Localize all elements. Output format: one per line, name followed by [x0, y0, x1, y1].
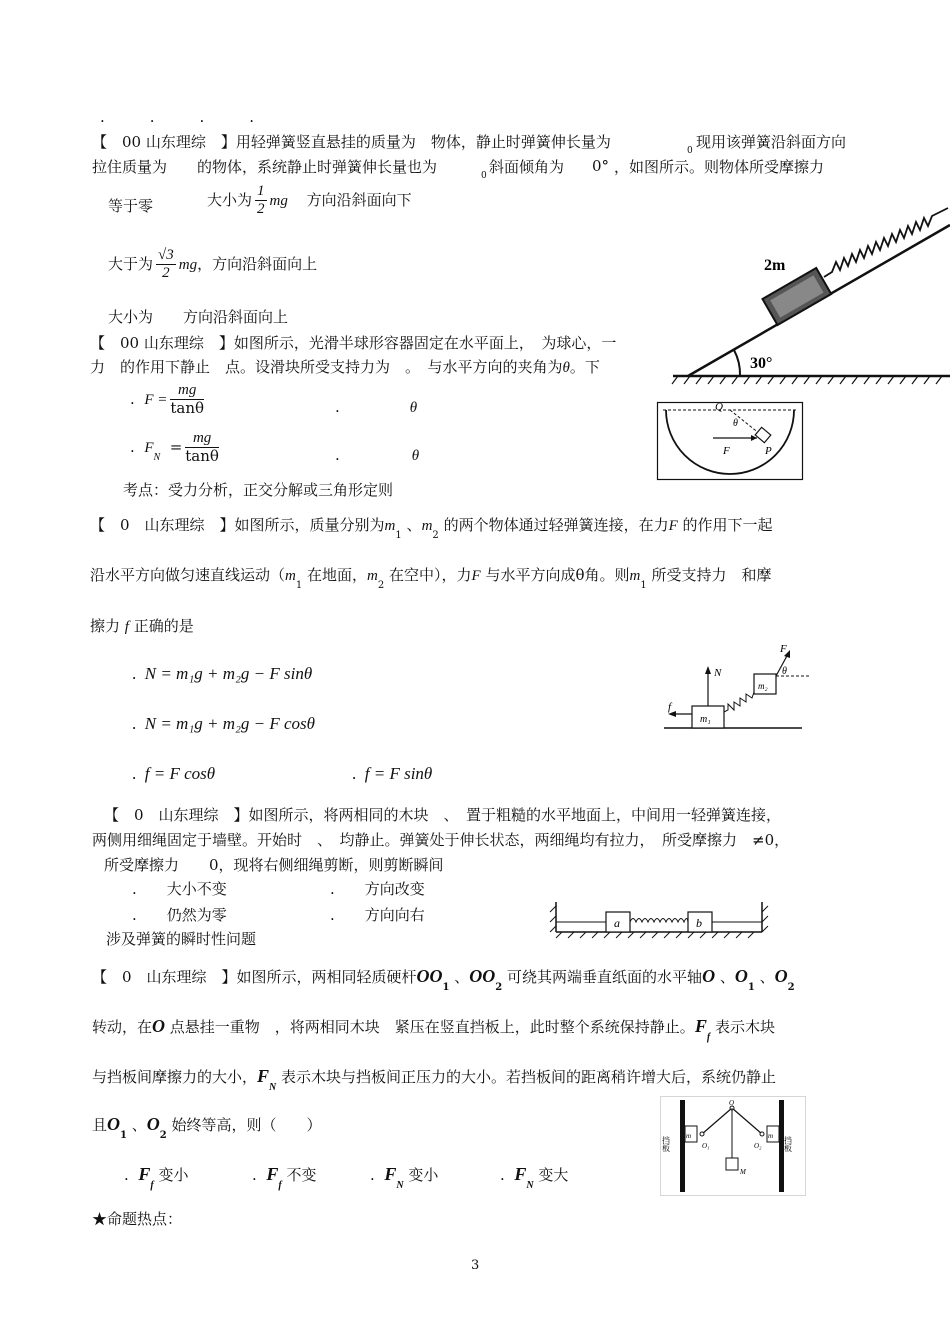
- q5-o2-sub: 2: [787, 982, 795, 993]
- q3-line3-f: f: [124, 619, 129, 635]
- q3-s1: 1: [395, 530, 402, 541]
- q5-line4: [92, 1114, 322, 1141]
- q3-optb-text: N = m₁g + m₂g − F cosθ: [144, 714, 316, 733]
- q5-optc-f: F: [384, 1164, 397, 1184]
- q5-opta-f: F: [138, 1164, 151, 1184]
- q3-line2-s2: 2: [377, 580, 385, 591]
- q2-opta-num: mg: [170, 382, 204, 400]
- q5-line3a: 与挡板间摩擦力的大小，: [92, 1068, 258, 1086]
- fig-theta-label: θ: [782, 666, 787, 677]
- q4-option-a: . 大小不变: [132, 880, 227, 898]
- q5-line2c: 表示木块: [714, 1018, 775, 1036]
- fig-m1-label: m₁: [700, 714, 711, 725]
- q5-line4b: 、: [131, 1116, 147, 1134]
- top-dots: . . . .: [100, 108, 255, 126]
- q3-line2-s1: 1: [295, 580, 303, 591]
- q1-optc-den: 2: [162, 265, 170, 282]
- q2-theta: θ: [562, 360, 570, 376]
- q1-line1: 【 00 山东理综 】用轻弹簧竖直悬挂的质量为 物体，静止时弹簧伸长量为: [92, 133, 611, 151]
- q3-line2b: 在地面，: [307, 566, 368, 584]
- q5-fn-sub: N: [269, 1082, 277, 1093]
- right-board-label: 挡板: [783, 1136, 793, 1152]
- left-board-label: 挡板: [661, 1136, 671, 1152]
- q4-note: 涉及弹簧的瞬时性问题: [106, 930, 257, 948]
- q5-oo2: OO: [469, 966, 496, 986]
- q3-line2-m2: m: [367, 568, 378, 584]
- q5-line3: [92, 1066, 777, 1093]
- q4-option-d: . 方向向右: [330, 906, 425, 924]
- fig-theta-label: θ: [733, 418, 738, 429]
- q5-line4-o2: O: [146, 1114, 160, 1134]
- q3-line1c: 的两个物体通过轻弹簧连接，在力: [443, 516, 669, 534]
- q4-line1: 【 0 山东理综 】如图所示，将两相同的木块 、 置于粗糙的水平地面上，中间用一轻弹簧连接，: [104, 806, 782, 824]
- fig-f-label: f: [668, 701, 672, 713]
- rods-figure: [660, 1096, 806, 1196]
- q5-o2: O: [774, 966, 788, 986]
- q5-option-c: . $F_N$ 变小: [370, 1164, 439, 1191]
- q4-option-b: . 方向改变: [330, 880, 425, 898]
- fig-a-label: a: [614, 916, 620, 930]
- incline-figure: [668, 190, 950, 390]
- fig-q-label: Q: [715, 401, 723, 413]
- q3-option-a: . N = m₁g + m₂g − F sinθ: [132, 664, 313, 683]
- q3-line2-m1: m: [285, 568, 296, 584]
- q5-o1: O: [734, 966, 748, 986]
- q2-optd-theta: θ: [411, 448, 420, 464]
- q5-opta-text: 变小: [158, 1166, 189, 1184]
- q5-option-a: . $F_f$ 变小: [124, 1164, 189, 1191]
- q5-optc-sub: N: [396, 1180, 404, 1191]
- q3-m2: m: [421, 518, 433, 534]
- q3-line1d: 的作用下一起: [682, 516, 773, 534]
- q5-optb-text: 不变: [286, 1166, 317, 1184]
- q3-line1a: 【 0 山东理综 】如图所示，质量分别为: [90, 516, 385, 534]
- q1-option-a: 等于零: [108, 197, 154, 215]
- q3-line2-s3: 1: [640, 580, 647, 591]
- q3-s2: 2: [432, 530, 439, 541]
- q4-line2: 两侧用细绳固定于墙壁。开始时 、 均静止。弹簧处于伸长状态，两细绳均有拉力， 所受摩擦力 ≠0，: [92, 831, 790, 849]
- q3-optc-text: f = F cosθ: [144, 764, 216, 783]
- o1-label: O₁: [702, 1142, 710, 1150]
- q5-ff: F: [694, 1016, 707, 1036]
- blocks-figure: [548, 900, 772, 940]
- q1-optb-post: 方向沿斜面向下: [306, 190, 412, 209]
- q1-option-c: [108, 247, 317, 283]
- q5-oo1: OO: [416, 966, 443, 986]
- q1-sub0: 0: [687, 146, 693, 156]
- q2-line2-text: 力 的作用下静止 点。设滑块所受支持力为 。 与水平方向的夹角为: [90, 358, 563, 376]
- q1-optb-mg: mg: [269, 192, 288, 209]
- angle-label: 30°: [750, 355, 773, 372]
- q3-line2-m3: m: [629, 568, 641, 584]
- q3-line2d: 与水平方向成θ角。则: [485, 566, 630, 584]
- q3-line1: [90, 516, 773, 541]
- q2-optc-fraction: [185, 430, 219, 466]
- q1-line1b: 现用该弹簧沿斜面方向: [696, 133, 847, 151]
- q2-opta-fraction: [170, 382, 204, 418]
- fig-f-label: F: [723, 445, 730, 457]
- bowl-arc: [666, 410, 794, 474]
- o2-label: O₂: [754, 1142, 762, 1150]
- q3-line2-f: F: [471, 568, 481, 584]
- q3-m1: m: [384, 518, 396, 534]
- q1-optc-num: √3: [156, 247, 176, 265]
- q5-optb-f: F: [266, 1164, 279, 1184]
- footer-hot-topics: ★命题热点：: [92, 1210, 183, 1228]
- q1-angle: 0°: [592, 157, 610, 175]
- q5-line4-o1: O: [107, 1114, 121, 1134]
- fig-m2-label: m₂: [758, 681, 768, 691]
- q1-sub0b: 0: [481, 171, 487, 181]
- left-m-label: m: [686, 1132, 692, 1140]
- q2-opta-f: F =: [144, 391, 168, 408]
- q2-optc-sub: N: [153, 451, 161, 463]
- q2-option-d: [335, 446, 419, 465]
- q1-optb-den: 2: [257, 201, 265, 218]
- q2-optc-den: tanθ: [185, 447, 219, 466]
- q2-option-a: . F = $\frac{mg}{\tan\theta}$: [130, 382, 205, 418]
- q5-fn: F: [257, 1066, 270, 1086]
- q5-line2a: 转动，在: [92, 1018, 153, 1036]
- spring-masses-figure: [662, 640, 822, 740]
- q5-sub2: 2: [495, 982, 503, 993]
- q5-line1: 【 0 山东理综 】如图所示，两相同轻质硬杆$OO_1$ 、$OO_2$ 可绕其两端垂直纸面的水平轴O 、$O_1$ 、$O_2$: [92, 966, 795, 993]
- hemisphere-figure: [657, 402, 803, 480]
- fig-b-label: b: [696, 916, 702, 930]
- q2-optc-eq: =: [169, 437, 183, 456]
- o-label: O: [729, 1099, 735, 1107]
- fig-bigf-label: F: [780, 643, 787, 655]
- q2-line1: 【 00 山东理综 】如图所示，光滑半球形容器固定在水平面上， 为球心，一: [90, 334, 617, 352]
- q2-optb-theta: θ: [409, 400, 418, 416]
- q5-line4c: 始终等高，则（ ）: [171, 1116, 322, 1134]
- left-board: [680, 1100, 685, 1192]
- fig-spring-coil: [630, 919, 688, 923]
- q1-optb-pre: 大小为: [207, 190, 253, 209]
- q5-line2b: 点悬挂一重物 ，将两相同木块 紧压在竖直挡板上，此时整个系统保持静止。: [169, 1018, 695, 1036]
- q1-optc-pre: 大于为: [108, 254, 154, 273]
- q2-option-c: . $F_N$ = $\frac{mg}{\tan\theta}$: [130, 430, 219, 466]
- q3-line3: [90, 617, 194, 636]
- q4-option-c: . 仍然为零: [132, 906, 227, 924]
- q2-line2-end: 。下: [569, 358, 600, 376]
- q1-line2c: ，如图所示。则物体所受摩擦力: [614, 158, 825, 176]
- q2-optc-num: mg: [185, 430, 219, 448]
- q5-optd-text: 变大: [538, 1166, 569, 1184]
- q1-optc-mg: mg: [178, 256, 198, 273]
- page-number: 3: [471, 1258, 480, 1273]
- fig-p-label: P: [765, 445, 772, 457]
- q3-option-c: . f = F cosθ: [132, 764, 216, 783]
- q3-line2e: 所受支持力 和摩: [651, 566, 772, 584]
- q1-optb-fraction: [255, 183, 267, 219]
- q3-line2c: 在空中），力: [389, 566, 472, 584]
- right-m-label: m: [768, 1132, 774, 1140]
- q5-line2-o: O: [152, 1016, 166, 1036]
- q5-line4a: 且: [92, 1116, 108, 1134]
- q3-line3b: 正确的是: [133, 617, 194, 635]
- fig-spring: [724, 692, 754, 712]
- q3-option-d: . f = F sinθ: [352, 764, 433, 783]
- q5-line1a: 【 0 山东理综 】如图所示，两相同轻质硬杆: [92, 968, 417, 986]
- q1-line2a: 拉住质量为 的物体，系统静止时弹簧伸长量也为: [92, 158, 438, 176]
- q5-line3b: 表示木块与挡板间正压力的大小。若挡板间的距离稍许增大后，系统仍静止: [281, 1068, 777, 1086]
- fig-n-label: N: [714, 667, 722, 679]
- q1-line2b: 斜面倾角为: [489, 158, 565, 176]
- mass-label: 2m: [764, 257, 786, 274]
- q5-ff-sub: f: [706, 1032, 711, 1043]
- q1-option-b: [207, 183, 412, 219]
- q5-optc-text: 变小: [408, 1166, 439, 1184]
- q5-option-d: . $F_N$ 变大: [500, 1164, 569, 1191]
- q5-optd-f: F: [514, 1164, 527, 1184]
- spring-coil: [824, 208, 948, 277]
- q2-optd-dot: .: [335, 446, 340, 464]
- q5-optd-sub: N: [526, 1180, 534, 1191]
- q5-line4-s2: 2: [159, 1130, 167, 1141]
- q3-line2a: 沿水平方向做匀速直线运动（: [90, 566, 286, 584]
- q1-optb-num: 1: [255, 183, 267, 201]
- angle-arc: [734, 350, 740, 376]
- q5-opta-sub: f: [150, 1180, 154, 1191]
- q2-optc-f: F: [144, 439, 154, 456]
- q5-sub1: 1: [442, 982, 450, 993]
- q5-optb-sub: f: [278, 1180, 282, 1191]
- q2-opta-den: tanθ: [170, 399, 205, 418]
- q4-line3: 所受摩擦力 0，现将右侧细绳剪断，则剪断瞬间: [104, 856, 444, 874]
- q3-line2: [90, 566, 772, 591]
- q5-o1-sub: 1: [747, 982, 755, 993]
- q2-optb-dot: .: [335, 398, 340, 416]
- q5-line1b: 可绕其两端垂直纸面的水平轴: [507, 968, 703, 986]
- q3-f: F: [668, 518, 678, 534]
- q3-line3a: 擦力: [90, 617, 121, 635]
- q2-option-b: [335, 398, 417, 417]
- q1-optc-post: ，方向沿斜面向上: [197, 254, 318, 273]
- q5-o: O: [702, 966, 716, 986]
- q5-line4-s1: 1: [120, 1130, 127, 1141]
- q3-optd-text: f = F sinθ: [364, 764, 433, 783]
- q1-option-d: 大小为 方向沿斜面向上: [108, 308, 289, 326]
- q3-option-b: . N = m₁g + m₂g − F cosθ: [132, 714, 316, 733]
- q1-optc-fraction: [156, 247, 176, 283]
- m-label: M: [740, 1168, 746, 1176]
- q3-sep: 、: [406, 516, 422, 534]
- q2-note: 考点：受力分析，正交分解或三角形定则: [123, 481, 394, 499]
- q2-line2: [90, 358, 600, 377]
- q3-opta-text: N = m₁g + m₂g − F sinθ: [144, 664, 313, 683]
- q5-line2: [92, 1016, 775, 1043]
- block-2m: [763, 268, 832, 325]
- q5-option-b: . $F_f$ 不变: [252, 1164, 317, 1191]
